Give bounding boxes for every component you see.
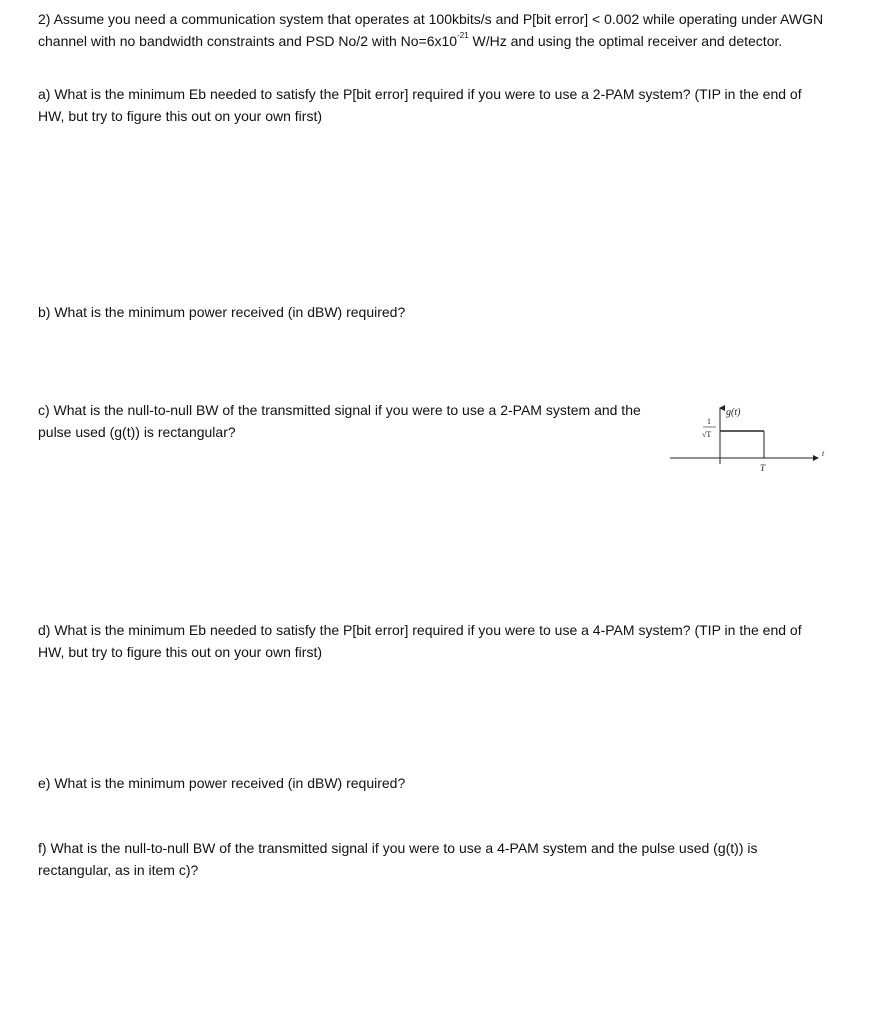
amplitude-numerator: 1 xyxy=(707,417,711,426)
t-label: T xyxy=(760,463,766,473)
problem-statement xyxy=(38,9,838,52)
question-c: c) What is the null-to-null BW of the transmitted signal if you were to use a 2-PAM system and the pulse used (g(t)) is rectangular? xyxy=(38,402,641,440)
amplitude-denominator: √T xyxy=(702,430,712,439)
question-d: d) What is the minimum Eb needed to satisfy the P[bit error] required if you were to use a 4-PAM system? (TIP in the end of HW, but try to figure this out on your own first) xyxy=(38,622,802,660)
rectangular-pulse-figure xyxy=(668,400,838,480)
pulse-plot xyxy=(668,400,838,480)
axis-t-label: t xyxy=(822,449,825,458)
question-e: e) What is the minimum power received (in dBW) required? xyxy=(38,775,406,791)
question-b: b) What is the minimum power received (in dBW) required? xyxy=(38,304,406,320)
exponent-text: -21 xyxy=(457,30,469,40)
question-a: a) What is the minimum Eb needed to satisfy the P[bit error] required if you were to use a 2-PAM system? (TIP in the end of HW, but try to figure this out on your own first) xyxy=(38,86,802,124)
question-f: f) What is the null-to-null BW of the transmitted signal if you were to use a 4-PAM system and the pulse used (g(t)) is rectangular, as in item c)? xyxy=(38,840,758,878)
problem-statement-text-cont: W/Hz and using the optimal receiver and detector. xyxy=(468,32,783,49)
problem-statement-text: 2) Assume you need a communication system that operates at 100kbits/s and P[bit error] < 0.002 while operating under AWGN channel with no bandwidth constraints and PSD No/2 with No=6x10 xyxy=(38,11,824,49)
g-of-t-label: g(t) xyxy=(726,407,741,418)
